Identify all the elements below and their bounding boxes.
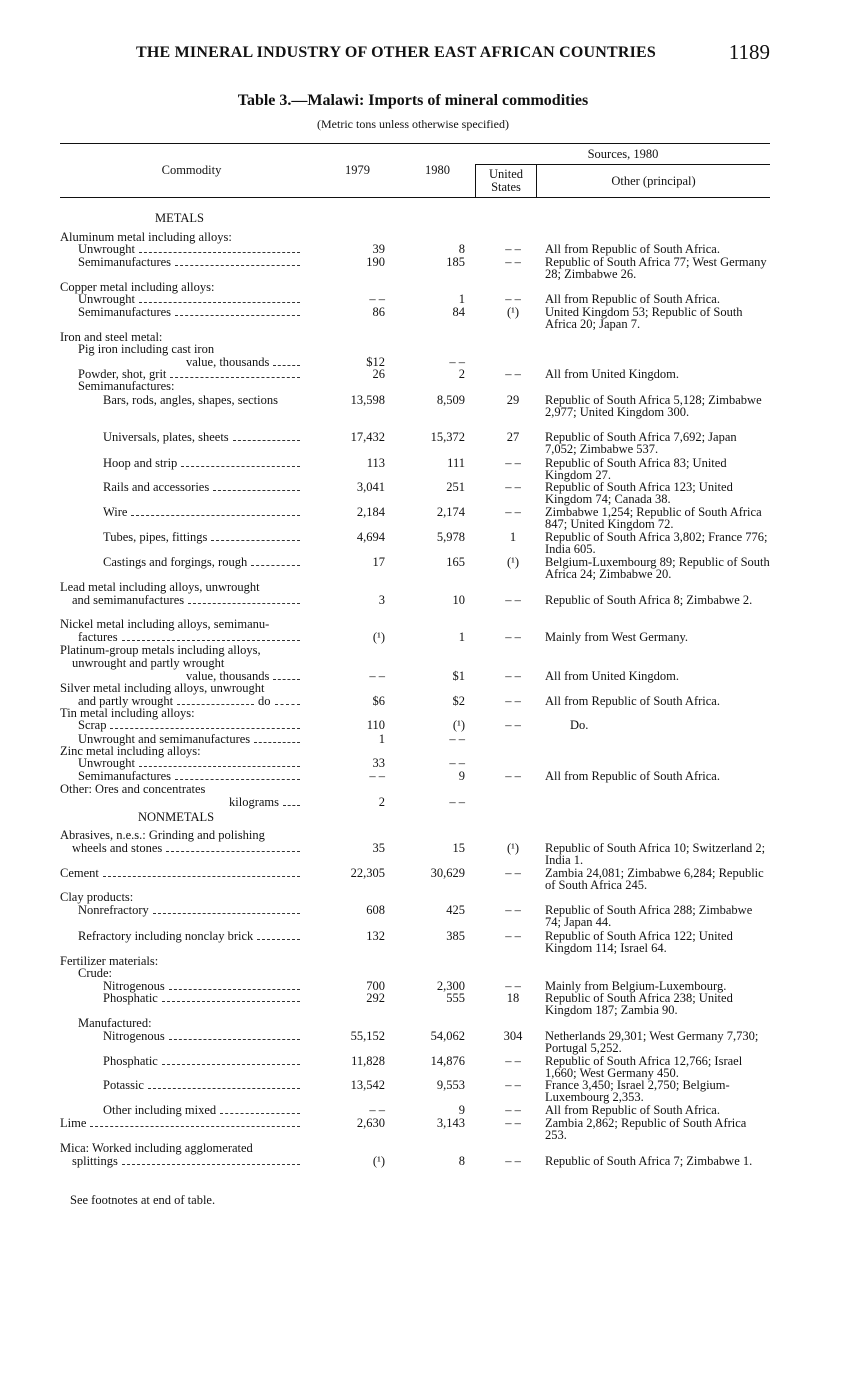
cell-united-states: – – xyxy=(505,255,521,269)
cell-united-states: – – xyxy=(505,630,521,644)
cell-1979: 3,041 xyxy=(356,480,385,494)
cell-1980: 9 xyxy=(458,769,465,783)
header-commodity: Commodity xyxy=(161,163,222,177)
row-label-nitrogenous: Nitrogenous xyxy=(103,979,165,993)
cell-1980: 9 xyxy=(458,1103,465,1117)
cell-other-sources: Belgium-Luxembourg 89; Republic of South Africa 24; Zimbabwe 20. xyxy=(545,555,770,581)
header-sources: Sources, 1980 xyxy=(587,147,659,161)
cell-1980: 185 xyxy=(446,255,465,269)
cell-other-sources: France 3,450; Israel 2,750; Belgium-Luxembourg 2,353. xyxy=(545,1078,730,1104)
cell-other-sources: Zambia 24,081; Zimbabwe 6,284; Republic of South Africa 245. xyxy=(545,866,764,892)
cell-united-states: – – xyxy=(505,1078,521,1092)
cell-1979: (¹) xyxy=(372,630,385,644)
row-label-semimanufactures: Semimanufactures: xyxy=(78,379,175,393)
row-label-rails-and-accessories: Rails and accessories xyxy=(103,480,210,494)
cell-other-sources: Republic of South Africa 10; Switzerland 2; India 1. xyxy=(545,841,766,867)
cell-1979: 13,542 xyxy=(350,1078,385,1092)
table-subtitle: (Metric tons unless otherwise specified) xyxy=(317,117,509,131)
cell-other-sources: Republic of South Africa 5,128; Zimbabwe 2,977; United Kingdom 300. xyxy=(545,393,762,419)
cell-1980: 15 xyxy=(452,841,465,855)
cell-1979: 132 xyxy=(366,929,385,943)
row-label-kilograms: kilograms xyxy=(229,795,279,809)
cell-other-sources: Mainly from West Germany. xyxy=(545,630,689,644)
row-label-cement: Cement xyxy=(60,866,99,880)
row-label-factures: factures xyxy=(78,630,118,644)
cell-1979: – – xyxy=(369,669,385,683)
cell-united-states: – – xyxy=(505,367,521,381)
cell-united-states: (¹) xyxy=(506,305,520,319)
row-label-lead-metal-including-alloys-unwrought: Lead metal including alloys, unwrought xyxy=(60,580,260,594)
cell-1980: $2 xyxy=(452,694,465,708)
cell-1979: 17,432 xyxy=(350,430,385,444)
cell-other-sources: United Kingdom 53; Republic of South Africa 20; Japan 7. xyxy=(545,305,743,331)
cell-united-states: – – xyxy=(505,718,521,732)
cell-1980: 2,300 xyxy=(436,979,465,993)
cell-1979: 113 xyxy=(366,456,385,470)
cell-united-states: – – xyxy=(505,480,521,494)
cell-united-states: – – xyxy=(505,456,521,470)
cell-1979: $6 xyxy=(372,694,385,708)
cell-1979: – – xyxy=(369,292,385,306)
cell-other-sources: All from Republic of South Africa. xyxy=(545,292,720,306)
cell-1979: 608 xyxy=(366,903,385,917)
row-label-phosphatic: Phosphatic xyxy=(103,991,158,1005)
cell-1979: 2,630 xyxy=(356,1116,385,1130)
row-label-pig-iron-including-cast-iron: Pig iron including cast iron xyxy=(78,342,215,356)
row-label-other-ores-and-concentrates: Other: Ores and concentrates xyxy=(60,782,206,796)
cell-other-sources: Republic of South Africa 3,802; France 776; India 605. xyxy=(545,530,768,556)
cell-united-states: 1 xyxy=(509,530,517,544)
row-label-splittings: splittings xyxy=(72,1154,118,1168)
cell-other-sources: Republic of South Africa 288; Zimbabwe 74; Japan 44. xyxy=(545,903,753,929)
cell-united-states: – – xyxy=(505,593,521,607)
header-1979: 1979 xyxy=(345,163,370,177)
row-label-hoop-and-strip: Hoop and strip xyxy=(103,456,178,470)
cell-1979: 33 xyxy=(372,756,385,770)
row-label-nitrogenous: Nitrogenous xyxy=(103,1029,165,1043)
cell-united-states: – – xyxy=(505,505,521,519)
cell-other-sources: All from Republic of South Africa. xyxy=(545,694,720,708)
row-label-copper-metal-including-alloys: Copper metal including alloys: xyxy=(60,280,215,294)
cell-1980: 8 xyxy=(458,1154,465,1168)
row-label-value-thousands: value, thousands xyxy=(186,669,270,683)
cell-1980: 8 xyxy=(458,242,465,256)
cell-1979: 11,828 xyxy=(351,1054,385,1068)
row-label-refractory-including-nonclay-brick: Refractory including nonclay brick xyxy=(78,929,254,943)
cell-other-sources: Mainly from Belgium-Luxembourg. xyxy=(545,979,727,993)
cell-united-states: – – xyxy=(505,866,521,880)
cell-1980: 425 xyxy=(446,903,465,917)
cell-united-states: – – xyxy=(505,903,521,917)
cell-1979: 2 xyxy=(378,795,385,809)
row-label-iron-and-steel-metal: Iron and steel metal: xyxy=(60,330,163,344)
cell-1980: – – xyxy=(449,355,465,369)
cell-1980: 5,978 xyxy=(436,530,465,544)
cell-1980: 1 xyxy=(458,630,465,644)
row-label-platinum-group-metals-including-alloys: Platinum-group metals including alloys, xyxy=(60,643,261,657)
table-top-rule xyxy=(60,143,770,144)
cell-united-states: – – xyxy=(505,1103,521,1117)
cell-other-sources: All from Republic of South Africa. xyxy=(545,1103,720,1117)
row-label-unwrought-and-semimanufactures: Unwrought and semimanufactures xyxy=(78,732,251,746)
cell-1979: 55,152 xyxy=(350,1029,385,1043)
cell-1980: 385 xyxy=(446,929,465,943)
row-label-and-partly-wrought: and partly wrought xyxy=(78,694,174,708)
cell-united-states: – – xyxy=(505,1116,521,1130)
cell-other-sources: Republic of South Africa 7,692; Japan 7,052; Zimbabwe 537. xyxy=(545,430,737,456)
row-label-and-semimanufactures: and semimanufactures xyxy=(72,593,185,607)
cell-other-sources: Zambia 2,862; Republic of South Africa 253. xyxy=(545,1116,747,1142)
cell-other-sources: All from United Kingdom. xyxy=(545,669,680,683)
row-label-powder-shot-grit: Powder, shot, grit xyxy=(78,367,167,381)
row-label-lime: Lime xyxy=(60,1116,87,1130)
row-label-bars-rods-angles-shapes-sections: Bars, rods, angles, shapes, sections xyxy=(103,393,278,407)
header-united-states-line2: States xyxy=(491,180,521,194)
cell-1979: 1 xyxy=(378,732,385,746)
cell-united-states: (¹) xyxy=(506,555,520,569)
cell-united-states: 27 xyxy=(506,430,520,444)
row-label-abrasives-n-e-s-grinding-and-polishing: Abrasives, n.e.s.: Grinding and polishing xyxy=(60,828,265,842)
cell-united-states: – – xyxy=(505,292,521,306)
cell-united-states: – – xyxy=(505,769,521,783)
cell-1980: – – xyxy=(449,756,465,770)
sources-underline xyxy=(475,164,770,165)
header-other-principal: Other (principal) xyxy=(611,174,696,188)
cell-1979: 292 xyxy=(366,991,385,1005)
cell-1979: 17 xyxy=(372,555,385,569)
cell-united-states: 304 xyxy=(503,1029,523,1043)
cell-other-sources: Republic of South Africa 8; Zimbabwe 2. xyxy=(545,593,753,607)
row-label-castings-and-forgings-rough: Castings and forgings, rough xyxy=(103,555,248,569)
cell-other-sources: Republic of South Africa 123; United Kingdom 74; Canada 38. xyxy=(545,480,733,506)
row-label-unwrought: Unwrought xyxy=(78,756,135,770)
cell-other-sources: Republic of South Africa 122; United Kingdom 114; Israel 64. xyxy=(545,929,733,955)
row-label-unwrought: Unwrought xyxy=(78,292,135,306)
row-label-unwrought-and-partly-wrought: unwrought and partly wrought xyxy=(72,656,225,670)
header-united-states-line1: United xyxy=(488,167,524,181)
row-label-potassic: Potassic xyxy=(103,1078,144,1092)
running-head xyxy=(60,42,770,68)
ditto-label: do xyxy=(258,694,271,708)
cell-united-states: – – xyxy=(505,1154,521,1168)
section-nonmetals: NONMETALS xyxy=(138,810,215,824)
cell-1979: 86 xyxy=(372,305,385,319)
cell-1979: 190 xyxy=(366,255,385,269)
cell-1979: 35 xyxy=(372,841,385,855)
cell-united-states: – – xyxy=(505,242,521,256)
cell-1980: 14,876 xyxy=(430,1054,465,1068)
cell-1980: 2 xyxy=(458,367,465,381)
row-label-zinc-metal-including-alloys: Zinc metal including alloys: xyxy=(60,744,201,758)
cell-united-states: – – xyxy=(505,979,521,993)
cell-1980: 54,062 xyxy=(430,1029,465,1043)
row-label-manufactured: Manufactured: xyxy=(78,1016,152,1030)
row-label-tubes-pipes-fittings: Tubes, pipes, fittings xyxy=(103,530,208,544)
cell-1980: – – xyxy=(449,732,465,746)
cell-1979: $12 xyxy=(366,355,385,369)
cell-other-sources: Republic of South Africa 7; Zimbabwe 1. xyxy=(545,1154,753,1168)
table-footnote: See footnotes at end of table. xyxy=(70,1193,216,1207)
cell-1980: 555 xyxy=(446,991,465,1005)
cell-other-sources: Republic of South Africa 83; United Kingdom 27. xyxy=(545,456,727,482)
cell-united-states: 29 xyxy=(506,393,520,407)
cell-1979: 4,694 xyxy=(356,530,385,544)
row-label-fertilizer-materials: Fertilizer materials: xyxy=(60,954,159,968)
cell-united-states: (¹) xyxy=(506,841,520,855)
cell-1980: 251 xyxy=(446,480,465,494)
cell-1979: 39 xyxy=(372,242,385,256)
cell-1980: 3,143 xyxy=(436,1116,465,1130)
cell-other-sources: All from United Kingdom. xyxy=(545,367,680,381)
section-metals: METALS xyxy=(155,211,204,225)
cell-1980: 15,372 xyxy=(430,430,465,444)
cell-1979: (¹) xyxy=(372,1154,385,1168)
cell-other-sources: Republic of South Africa 12,766; Israel 1,660; West Germany 450. xyxy=(545,1054,743,1080)
cell-1979: 26 xyxy=(372,367,385,381)
cell-1979: 2,184 xyxy=(356,505,385,519)
row-label-mica-worked-including-agglomerated: Mica: Worked including agglomerated xyxy=(60,1141,253,1155)
cell-other-sources: Netherlands 29,301; West Germany 7,730; Portugal 5,252. xyxy=(545,1029,759,1055)
row-label-universals-plates-sheets: Universals, plates, sheets xyxy=(103,430,229,444)
cell-1979: – – xyxy=(369,769,385,783)
cell-united-states: – – xyxy=(505,669,521,683)
cell-1980: (¹) xyxy=(452,718,465,732)
row-label-semimanufactures: Semimanufactures xyxy=(78,305,172,319)
header-bottom-rule xyxy=(60,197,770,198)
row-label-phosphatic: Phosphatic xyxy=(103,1054,158,1068)
cell-1980: 84 xyxy=(452,305,465,319)
row-label-wire: Wire xyxy=(103,505,128,519)
row-label-scrap: Scrap xyxy=(78,718,107,732)
cell-united-states: – – xyxy=(505,1054,521,1068)
cell-united-states: – – xyxy=(505,929,521,943)
row-label-wheels-and-stones: wheels and stones xyxy=(72,841,163,855)
cell-1980: 165 xyxy=(446,555,465,569)
header-1980: 1980 xyxy=(425,163,450,177)
table-title: Table 3.—Malawi: Imports of mineral commodities xyxy=(237,92,589,109)
page-number: 1189 xyxy=(728,40,770,64)
row-label-semimanufactures: Semimanufactures xyxy=(78,255,172,269)
row-label-value-thousands: value, thousands xyxy=(186,355,270,369)
cell-1980: 111 xyxy=(447,456,465,470)
row-label-other-including-mixed: Other including mixed xyxy=(103,1103,217,1117)
cell-other-sources: Republic of South Africa 238; United Kingdom 187; Zambia 90. xyxy=(545,991,733,1017)
cell-other-sources: All from Republic of South Africa. xyxy=(545,769,720,783)
cell-other-sources: Republic of South Africa 77; West Germany 28; Zimbabwe 26. xyxy=(545,255,767,281)
row-label-nonrefractory: Nonrefractory xyxy=(78,903,149,917)
cell-1980: 1 xyxy=(458,292,465,306)
cell-1979: 3 xyxy=(378,593,385,607)
cell-1980: 10 xyxy=(452,593,465,607)
row-label-aluminum-metal-including-alloys: Aluminum metal including alloys: xyxy=(60,230,232,244)
cell-other-sources: All from Republic of South Africa. xyxy=(545,242,720,256)
running-head-title: THE MINERAL INDUSTRY OF OTHER EAST AFRICAN COUNTRIES xyxy=(136,44,657,61)
cell-1980: 9,553 xyxy=(436,1078,465,1092)
cell-united-states: 18 xyxy=(506,991,520,1005)
cell-1979: 700 xyxy=(366,979,385,993)
cell-1979: 110 xyxy=(366,718,385,732)
cell-1979: 22,305 xyxy=(350,866,385,880)
cell-1979: – – xyxy=(369,1103,385,1117)
row-label-nickel-metal-including-alloys-semimanu: Nickel metal including alloys, semimanu- xyxy=(60,617,270,631)
cell-1980: $1 xyxy=(452,669,465,683)
cell-united-states: – – xyxy=(505,694,521,708)
row-label-semimanufactures: Semimanufactures xyxy=(78,769,172,783)
cell-other-sources: Zimbabwe 1,254; Republic of South Africa 847; United Kingdom 72. xyxy=(545,505,762,531)
cell-1980: 30,629 xyxy=(430,866,465,880)
cell-other-sources: Do. xyxy=(570,718,589,732)
cell-1980: 8,509 xyxy=(436,393,465,407)
row-label-silver-metal-including-alloys-unwrought: Silver metal including alloys, unwrought xyxy=(60,681,265,695)
row-label-crude: Crude: xyxy=(78,966,113,980)
cell-1979: 13,598 xyxy=(350,393,385,407)
row-label-tin-metal-including-alloys: Tin metal including alloys: xyxy=(60,706,195,720)
row-label-clay-products: Clay products: xyxy=(60,890,134,904)
row-label-unwrought: Unwrought xyxy=(78,242,135,256)
cell-1980: – – xyxy=(449,795,465,809)
cell-1980: 2,174 xyxy=(436,505,465,519)
